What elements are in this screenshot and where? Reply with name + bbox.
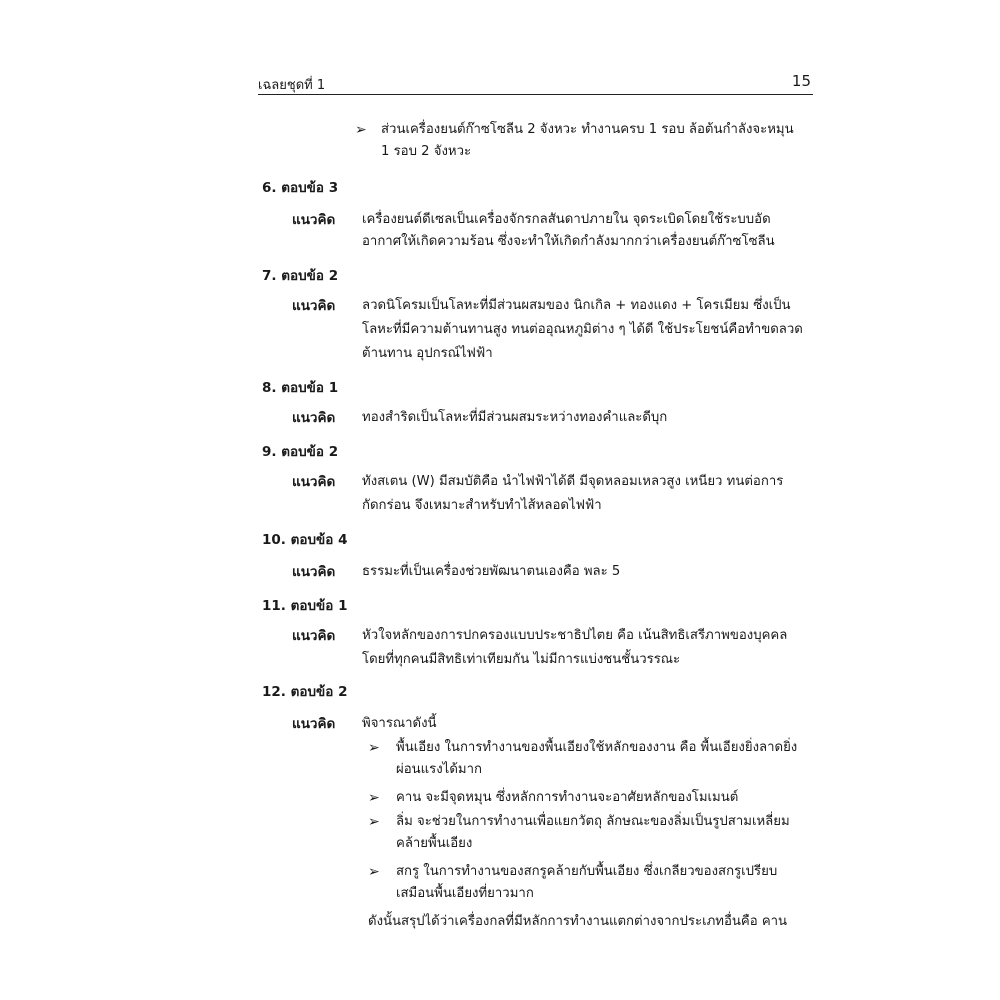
- arrow-bullet-icon: ➢: [368, 864, 380, 880]
- q12-bullet-3-line-2: คล้ายพื้นเอียง: [396, 836, 473, 851]
- arrow-bullet-icon: ➢: [368, 740, 380, 756]
- q12-conclusion: ดังนั้นสรุปได้ว่าเครื่องกลที่มีหลักการทำงานแตกต่างจากประเภทอื่นคือ คาน: [368, 914, 788, 929]
- answer-heading-8: 8. ตอบข้อ 1: [262, 380, 339, 396]
- answer-11-line-1: หัวใจหลักของการปกครองแบบประชาธิปไตย คือ เน้นสิทธิเสรีภาพของบุคคล: [362, 628, 788, 643]
- answer-heading-10: 10. ตอบข้อ 4: [262, 532, 348, 548]
- answer-7-line-1: ลวดนิโครมเป็นโลหะที่มีส่วนผสมของ นิกเกิล + ทองแดง + โครเมียม ซึ่งเป็น: [362, 298, 791, 313]
- concept-label-7: แนวคิด: [292, 298, 336, 314]
- q12-bullet-4-line-1: สกรู ในการทำงานของสกรูคล้ายกับพื้นเอียง ซึ่งเกลียวของสกรูเปรียบ: [396, 864, 778, 879]
- answer-10-line-1: ธรรมะที่เป็นเครื่องช่วยพัฒนาตนเองคือ พละ 5: [362, 564, 621, 579]
- intro-line-1: ส่วนเครื่องยนต์ก๊าซโซลีน 2 จังหวะ ทำงานครบ 1 รอบ ล้อต้นกำลังจะหมุน: [381, 122, 794, 137]
- answer-11-line-2: โดยที่ทุกคนมีสิทธิเท่าเทียมกัน ไม่มีการแบ่งชนชั้นวรรณะ: [362, 652, 681, 667]
- answer-heading-11: 11. ตอบข้อ 1: [262, 598, 348, 614]
- concept-label-8: แนวคิด: [292, 410, 336, 426]
- header-section-title: เฉลยชุดที่ 1: [258, 78, 326, 93]
- concept-label-6: แนวคิด: [292, 212, 336, 228]
- q12-bullet-4-line-2: เสมือนพื้นเอียงที่ยาวมาก: [396, 886, 534, 901]
- answer-7-line-2: โลหะที่มีความต้านทานสูง ทนต่ออุณหภูมิต่าง ๆ ได้ดี ใช้ประโยชน์คือทำขดลวด: [362, 322, 803, 337]
- answer-heading-9: 9. ตอบข้อ 2: [262, 444, 339, 460]
- page-number: 15: [791, 72, 811, 90]
- arrow-bullet-icon: ➢: [368, 790, 380, 806]
- answer-6-line-2: อากาศให้เกิดความร้อน ซึ่งจะทำให้เกิดกำลังมากกว่าเครื่องยนต์ก๊าซโซลีน: [362, 234, 775, 249]
- q12-bullet-1-line-1: พื้นเอียง ในการทำงานของพื้นเอียงใช้หลักของงาน คือ พื้นเอียงยิ่งลาดยิ่ง: [396, 740, 798, 755]
- arrow-bullet-icon: ➢: [368, 814, 380, 830]
- q12-bullet-1-line-2: ผ่อนแรงได้มาก: [396, 762, 482, 777]
- arrow-bullet-icon: ➢: [355, 122, 367, 138]
- intro-line-2: 1 รอบ 2 จังหวะ: [381, 144, 472, 159]
- answer-9-line-1: ทังสเตน (W) มีสมบัติคือ นำไฟฟ้าได้ดี มีจุดหลอมเหลวสูง เหนียว ทนต่อการ: [362, 474, 784, 489]
- answer-12-line-1: พิจารณาดังนี้: [362, 716, 437, 731]
- answer-heading-7: 7. ตอบข้อ 2: [262, 268, 339, 284]
- answer-heading-6: 6. ตอบข้อ 3: [262, 180, 339, 196]
- q12-bullet-2-line-1: คาน จะมีจุดหมุน ซึ่งหลักการทำงานจะอาศัยหลักของโมเมนต์: [396, 790, 739, 805]
- answer-8-line-1: ทองสำริดเป็นโลหะที่มีส่วนผสมระหว่างทองคำและดีบุก: [362, 410, 668, 425]
- answer-6-line-1: เครื่องยนต์ดีเซลเป็นเครื่องจักรกลสันดาปภายใน จุดระเบิดโดยใช้ระบบอัด: [362, 212, 771, 227]
- answer-heading-12: 12. ตอบข้อ 2: [262, 684, 348, 700]
- concept-label-10: แนวคิด: [292, 564, 336, 580]
- page-header: [258, 72, 813, 95]
- q12-bullet-3-line-1: ลิ่ม จะช่วยในการทำงานเพื่อแยกวัตถุ ลักษณะของลิ่มเป็นรูปสามเหลี่ยม: [396, 814, 790, 829]
- concept-label-11: แนวคิด: [292, 628, 336, 644]
- answer-7-line-3: ต้านทาน อุปกรณ์ไฟฟ้า: [362, 346, 493, 361]
- concept-label-9: แนวคิด: [292, 474, 336, 490]
- answer-9-line-2: กัดกร่อน จึงเหมาะสำหรับทำไส้หลอดไฟฟ้า: [362, 498, 602, 513]
- concept-label-12: แนวคิด: [292, 716, 336, 732]
